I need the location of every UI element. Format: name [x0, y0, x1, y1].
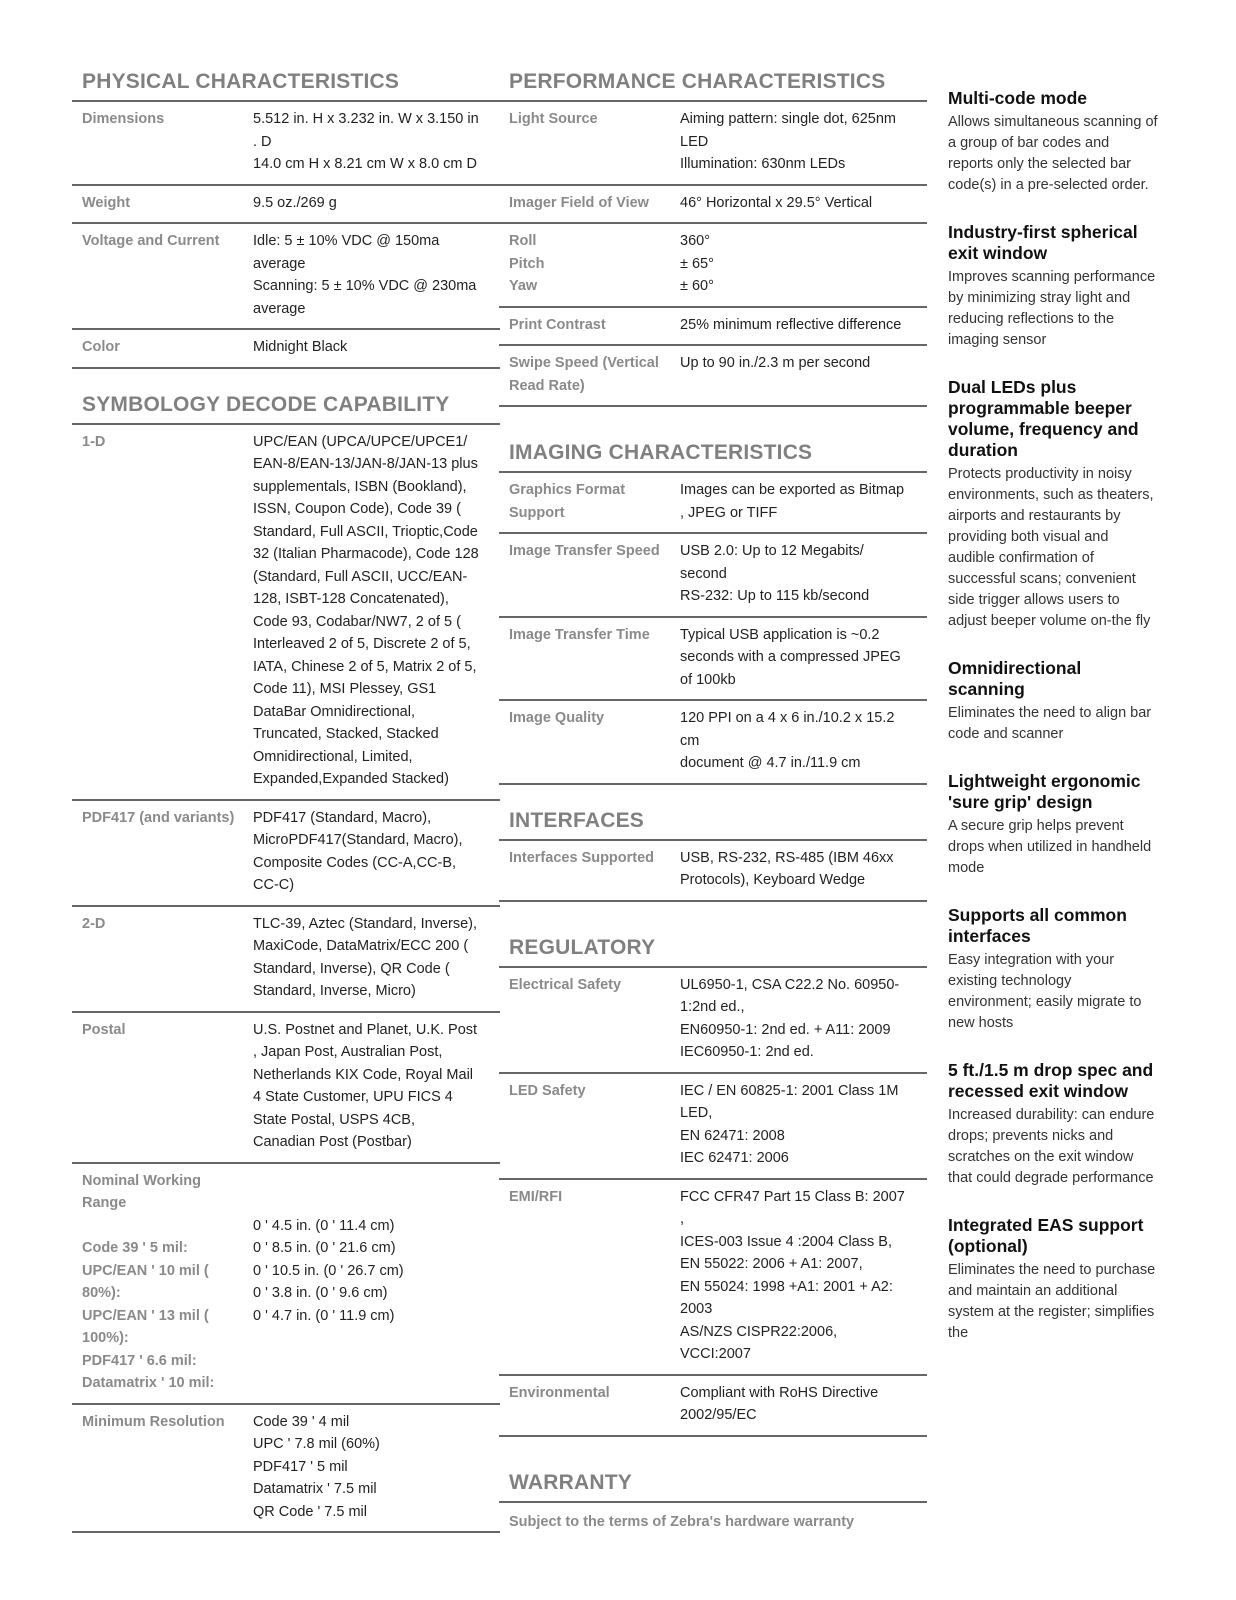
spec-row	[72, 907, 500, 1013]
spec-label: Graphics Format Support	[509, 482, 626, 521]
spec-value-line: PDF417 ' 5 mil	[253, 1458, 348, 1475]
spec-value	[670, 624, 927, 692]
spec-value-line: Datamatrix ' 7.5 mil	[253, 1481, 377, 1497]
spec-value-line: second	[680, 565, 727, 582]
spec-value	[670, 540, 927, 608]
spec-value-line: PDF417 (Standard, Macro),	[253, 809, 432, 826]
feature-item	[948, 771, 1158, 879]
spec-value-line: 2003	[680, 1301, 713, 1317]
spec-label: Environmental	[509, 1384, 610, 1401]
spec-value-line: U.S. Postnet and Planet, U.K. Post	[253, 1021, 478, 1038]
spec-row	[72, 330, 500, 369]
spec-value-line: 2002/95/EC	[680, 1407, 757, 1423]
spec-label: Light Source	[509, 111, 598, 127]
spec-row	[72, 186, 500, 225]
spec-label: 1-D	[82, 433, 106, 450]
spec-value-line: EN 62471: 2008	[680, 1127, 785, 1144]
spec-value-line: IEC 62471: 2006	[680, 1150, 789, 1166]
spec-value	[670, 707, 927, 775]
spec-value-line	[253, 1192, 492, 1215]
warranty-section	[499, 1463, 927, 1534]
spec-label: Image Quality	[509, 710, 605, 726]
spec-label: PDF417 (and variants)	[82, 809, 235, 826]
spec-value-line: 14.0 cm H x 8.21 cm W x 8.0 cm D	[253, 156, 477, 172]
spec-value-line: UL6950-1, CSA C22.2 No. 60950-	[680, 976, 900, 993]
spec-label: Postal	[82, 1021, 126, 1038]
spec-value-line: 0 ' 3.8 in. (0 ' 9.6 cm)	[253, 1285, 388, 1301]
spec-value-line: 25% minimum reflective difference	[680, 316, 902, 333]
spec-label: Interfaces Supported	[509, 849, 655, 866]
spec-label: Electrical Safety	[509, 976, 622, 993]
spec-value-line: Code 93, Codabar/NW7, 2 of 5 (	[253, 613, 461, 630]
section-title: WARRANTY	[499, 1463, 927, 1503]
spec-label: 2-D	[82, 915, 106, 932]
spec-value	[670, 314, 927, 337]
spec-value-line: ± 60°	[680, 278, 714, 294]
spec-value	[670, 1080, 927, 1170]
spec-value-line: CC-C)	[253, 877, 295, 893]
spec-row	[499, 968, 927, 1074]
spec-value-line: Protocols), Keyboard Wedge	[680, 872, 866, 888]
spec-value-line: TLC-39, Aztec (Standard, Inverse),	[253, 915, 478, 932]
spec-value-line: Code 11), MSI Plessey, GS1	[253, 681, 437, 697]
spec-value-line: Midnight Black	[253, 339, 348, 355]
spec-row	[72, 1013, 500, 1164]
spec-value-line: average	[253, 255, 306, 272]
spec-value	[670, 1382, 927, 1427]
spec-row	[499, 618, 927, 702]
spec-value-line: supplementals, ISBN (Bookland),	[253, 478, 467, 495]
spec-value-line: RS-232: Up to 115 kb/second	[680, 588, 870, 604]
feature-title: Integrated EAS support (optional)	[948, 1215, 1144, 1256]
spec-row	[499, 534, 927, 618]
spec-value-line: USB, RS-232, RS-485 (IBM 46xx	[680, 849, 894, 866]
feature-title: Omnidirectional scanning	[948, 658, 1082, 699]
spec-row	[499, 473, 927, 534]
spec-value	[243, 913, 500, 1003]
spec-value-line: ICES-003 Issue 4 :2004 Class B,	[680, 1233, 892, 1250]
spec-value-line: AS/NZS CISPR22:2006,	[680, 1323, 838, 1340]
spec-value	[670, 974, 927, 1064]
spec-value-line: 120 PPI on a 4 x 6 in./10.2 x 15.2	[680, 710, 895, 726]
spec-label: Dimensions	[82, 111, 165, 127]
spec-value-line: , JPEG or TIFF	[680, 504, 778, 521]
spec-value	[243, 431, 500, 791]
spec-row	[499, 1074, 927, 1180]
spec-row	[72, 425, 500, 801]
spec-label: EMI/RFI	[509, 1188, 563, 1205]
spec-row	[499, 308, 927, 347]
spec-value-line: ,	[680, 1211, 685, 1227]
spec-value-line: Truncated, Stacked, Stacked	[253, 726, 439, 742]
spec-row	[499, 701, 927, 785]
feature-text: Protects productivity in noisy environments, such as theaters, airports and restaurants by providing both visual and audible confirmation of successful scans; convenient side trigger allows users to adjust beeper volume on-the fly	[948, 466, 1154, 629]
spec-label: Image Transfer Speed	[509, 543, 660, 559]
spec-value-line: Code 39 ' 4 mil	[253, 1413, 350, 1430]
spec-value-line: document @ 4.7 in./11.9 cm	[680, 755, 861, 771]
spec-value-line: MaxiCode, DataMatrix/ECC 200 (	[253, 938, 469, 954]
spec-value-line: IATA, Chinese 2 of 5, Matrix 2 of 5,	[253, 658, 477, 675]
spec-value-line: LED	[680, 133, 709, 150]
spec-label: Imager Field of View	[509, 194, 649, 211]
spec-value-line: EAN-8/EAN-13/JAN-8/JAN-13 plus	[253, 456, 478, 472]
spec-value-line: average	[253, 300, 306, 317]
feature-item	[948, 658, 1158, 745]
spec-value-line: , Japan Post, Australian Post,	[253, 1044, 443, 1060]
feature-item	[948, 377, 1158, 632]
spec-value-line: 46° Horizontal x 29.5° Vertical	[680, 194, 873, 211]
spec-value-line: Scanning: 5 ± 10% VDC @ 230ma	[253, 278, 477, 294]
spec-value-line: Netherlands KIX Code, Royal Mail	[253, 1066, 474, 1083]
spec-value	[670, 352, 927, 397]
features-column	[948, 88, 1158, 1370]
spec-value-line: 1:2nd ed.,	[680, 999, 745, 1015]
spec-value-line: ISSN, Coupon Code), Code 39 (	[253, 501, 461, 517]
spec-value-line: UPC/EAN (UPCA/UPCE/UPCE1/	[253, 433, 468, 450]
spec-value-line: Standard, Full ASCII, Trioptic,Code	[253, 523, 478, 540]
feature-text: A secure grip helps prevent drops when utilized in handheld mode	[948, 818, 1152, 876]
imaging-section	[499, 433, 927, 785]
spec-value	[243, 230, 500, 320]
spec-row	[72, 801, 500, 907]
spec-row	[499, 346, 927, 407]
spec-value	[243, 1411, 500, 1524]
spec-row	[72, 102, 500, 186]
section-title: PERFORMANCE CHARACTERISTICS	[499, 62, 927, 102]
spec-value-line: Canadian Post (Postbar)	[253, 1134, 412, 1150]
spec-label: Roll Pitch Yaw	[509, 233, 545, 294]
spec-label: Minimum Resolution	[82, 1413, 225, 1430]
spec-value-line: 4 State Customer, UPU FICS 4	[253, 1089, 453, 1105]
spec-value-line: EN 55022: 2006 + A1: 2007,	[680, 1256, 863, 1272]
spec-value-line: Composite Codes (CC-A,CC-B,	[253, 854, 457, 871]
spec-value	[670, 192, 927, 215]
spec-value-line: Idle: 5 ± 10% VDC @ 150ma	[253, 233, 440, 249]
spec-row	[72, 224, 500, 330]
spec-row	[72, 1405, 500, 1534]
section-title: REGULATORY	[499, 928, 927, 968]
symbology-section	[72, 385, 500, 1534]
spec-label: Color	[82, 339, 120, 355]
spec-value	[243, 807, 500, 897]
spec-value-line: 0 ' 4.5 in. (0 ' 11.4 cm)	[253, 1217, 395, 1234]
spec-value-line: Images can be exported as Bitmap	[680, 482, 905, 498]
feature-text: Easy integration with your existing technology environment; easily migrate to new hosts	[948, 952, 1142, 1031]
spec-value-line: DataBar Omnidirectional,	[253, 703, 415, 720]
section-title: INTERFACES	[499, 801, 927, 841]
spec-value-line: Aiming pattern: single dot, 625nm	[680, 111, 897, 127]
spec-value-line: FCC CFR47 Part 15 Class B: 2007	[680, 1188, 905, 1205]
spec-value-line: UPC ' 7.8 mil (60%)	[253, 1436, 380, 1452]
spec-value-line: of 100kb	[680, 671, 736, 688]
spec-value-line: State Postal, USPS 4CB,	[253, 1111, 415, 1128]
spec-label: Swipe Speed (Vertical Read Rate)	[509, 355, 659, 394]
feature-text: Improves scanning performance by minimizing stray light and reducing reflections to the imaging sensor	[948, 269, 1156, 348]
spec-value-line: EN60950-1: 2nd ed. + A11: 2009	[680, 1021, 891, 1038]
feature-title: Industry-first spherical exit window	[948, 222, 1138, 263]
feature-item	[948, 1215, 1158, 1344]
spec-value-line: Illumination: 630nm LEDs	[680, 156, 846, 172]
spec-label: Voltage and Current	[82, 233, 220, 249]
spec-value-line: USB 2.0: Up to 12 Megabits/	[680, 543, 864, 559]
spec-label: Nominal Working Range Code 39 ' 5 mil: UPC/EAN ' 10 mil ( 80%): UPC/EAN ' 13 mil ( 100%): PDF417 ' 6.6 mil: Datamatrix ' 10 mil:	[82, 1172, 215, 1391]
spec-value-line: Expanded,Expanded Stacked)	[253, 771, 449, 787]
spec-label: Image Transfer Time	[509, 626, 650, 643]
spec-value-line: IEC / EN 60825-1: 2001 Class 1M	[680, 1082, 899, 1099]
spec-value-line: 0 ' 8.5 in. (0 ' 21.6 cm)	[253, 1240, 396, 1256]
section-title: IMAGING CHARACTERISTICS	[499, 433, 927, 473]
feature-item	[948, 1060, 1158, 1189]
spec-value	[670, 230, 927, 298]
spec-value-line: 9.5 oz./269 g	[253, 194, 337, 211]
spec-value-line: 0 ' 10.5 in. (0 ' 26.7 cm)	[253, 1262, 404, 1279]
feature-text: Increased durability: can endure drops; prevents nicks and scratches on the exit window that could degrade performance	[948, 1107, 1155, 1186]
spec-value-line: IEC60950-1: 2nd ed.	[680, 1044, 814, 1060]
section-title: PHYSICAL CHARACTERISTICS	[72, 62, 500, 102]
feature-item	[948, 222, 1158, 351]
spec-value-line: Interleaved 2 of 5, Discrete 2 of 5,	[253, 636, 471, 652]
spec-value-line: seconds with a compressed JPEG	[680, 649, 901, 665]
spec-value-line: MicroPDF417(Standard, Macro),	[253, 832, 463, 848]
spec-value	[243, 192, 500, 215]
spec-value-line: 0 ' 4.7 in. (0 ' 11.9 cm)	[253, 1307, 395, 1324]
feature-title: Multi-code mode	[948, 88, 1088, 108]
performance-section	[499, 62, 927, 407]
spec-value-line	[253, 1170, 492, 1193]
section-title: SYMBOLOGY DECODE CAPABILITY	[72, 385, 500, 425]
feature-title: Lightweight ergonomic 'sure grip' design	[948, 771, 1141, 812]
feature-item	[948, 905, 1158, 1034]
spec-label: Print Contrast	[509, 316, 606, 333]
spec-value-line: Standard, Inverse, Micro)	[253, 983, 416, 999]
spec-value-line: LED,	[680, 1105, 713, 1121]
spec-value-line: VCCI:2007	[680, 1346, 751, 1362]
middle-column	[499, 62, 927, 1533]
spec-row	[499, 102, 927, 186]
spec-value	[243, 108, 500, 176]
spec-value-line: 360°	[680, 233, 710, 249]
feature-title: Dual LEDs plus programmable beeper volume, frequency and duration	[948, 377, 1139, 460]
spec-value-line: Up to 90 in./2.3 m per second	[680, 355, 871, 371]
spec-value	[670, 1186, 927, 1366]
spec-row	[499, 1376, 927, 1437]
feature-title: 5 ft./1.5 m drop spec and recessed exit window	[948, 1060, 1154, 1101]
spec-value	[243, 336, 500, 359]
spec-value-line: Omnidirectional, Limited,	[253, 748, 413, 765]
spec-value-line: ± 65°	[680, 255, 714, 272]
spec-value-line: 32 (Italian Pharmacode), Code 128	[253, 546, 479, 562]
spec-value-line: Typical USB application is ~0.2	[680, 626, 880, 643]
spec-value	[670, 479, 927, 524]
warranty-text: Subject to the terms of Zebra's hardware warranty	[509, 1513, 855, 1530]
interfaces-section	[499, 801, 927, 902]
physical-section	[72, 62, 500, 369]
spec-value-line: 5.512 in. H x 3.232 in. W x 3.150 in	[253, 111, 479, 127]
spec-row	[499, 186, 927, 225]
spec-value	[670, 108, 927, 176]
spec-value-line: (Standard, Full ASCII, UCC/EAN-	[253, 568, 468, 585]
spec-row	[499, 1180, 927, 1376]
spec-label: Weight	[82, 194, 131, 211]
feature-text: Eliminates the need to purchase and maintain an additional system at the register; simplifies the	[948, 1262, 1156, 1341]
spec-value-line: QR Code ' 7.5 mil	[253, 1503, 367, 1520]
left-column	[72, 62, 500, 1533]
spec-value-line: cm	[680, 732, 700, 749]
spec-row	[499, 224, 927, 308]
spec-value-line: Standard, Inverse), QR Code (	[253, 960, 450, 977]
feature-title: Supports all common interfaces	[948, 905, 1127, 946]
spec-value	[243, 1170, 500, 1395]
spec-value-line: 128, ISBT-128 Concatenated),	[253, 591, 449, 607]
spec-value-line: . D	[253, 133, 272, 150]
spec-row	[72, 1164, 500, 1405]
spec-value	[243, 1019, 500, 1154]
regulatory-section	[499, 928, 927, 1437]
feature-text: Eliminates the need to align bar code and scanner	[948, 705, 1152, 742]
spec-value	[670, 847, 927, 892]
spec-row	[499, 841, 927, 902]
feature-item	[948, 88, 1158, 196]
spec-label: LED Safety	[509, 1082, 586, 1099]
feature-text: Allows simultaneous scanning of a group of bar codes and reports only the selected bar code(s) in a pre-selected order.	[948, 114, 1158, 193]
spec-value-line: Compliant with RoHS Directive	[680, 1384, 879, 1401]
spec-value-line: EN 55024: 1998 +A1: 2001 + A2:	[680, 1278, 893, 1295]
